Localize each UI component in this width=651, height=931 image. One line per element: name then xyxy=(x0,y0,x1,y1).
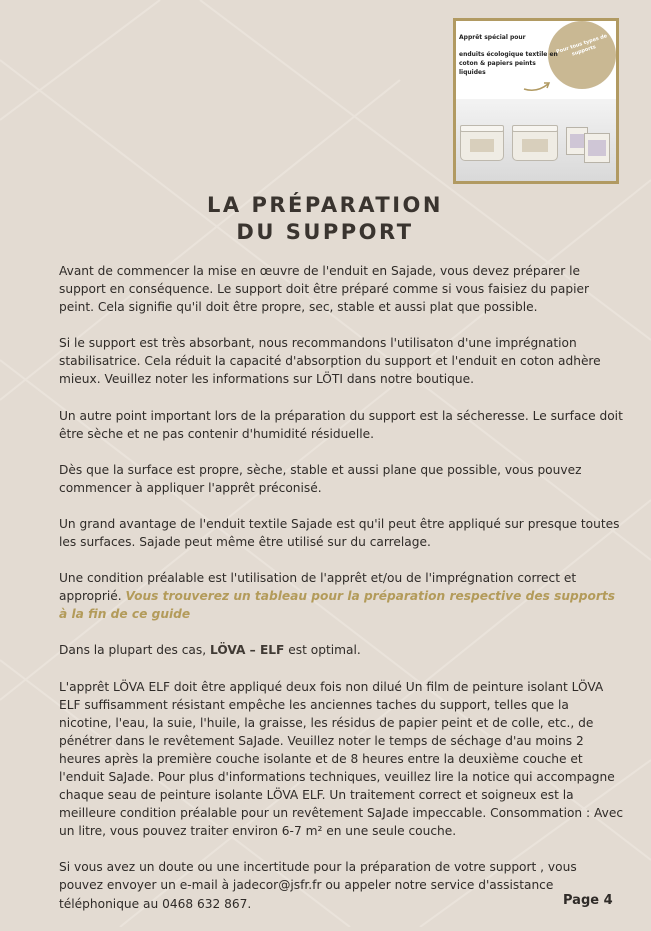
paragraph-contact: Si vous avez un doute ou une incertitude pour la préparation de votre support , vous pouvez envoyer un e-mail à jadecor@jsfr.fr ou appeler notre service d'assistance téléphonique au 0468 632 867. xyxy=(59,860,577,911)
product-image xyxy=(453,18,619,184)
arrow-icon xyxy=(522,79,552,93)
paragraph-apply-primer: Dès que la surface est propre, sèche, stable et aussi plane que possible, vous pouvez commencer à appliquer l'apprêt préconisé. xyxy=(59,462,582,495)
paint-bucket-image xyxy=(512,129,558,161)
promo-line-1: Apprêt spécial pour xyxy=(459,34,526,41)
promo-badge-text: Pour tous types de supports xyxy=(555,33,609,58)
optimal-after: est optimal. xyxy=(288,643,361,658)
title-line-2: DU SUPPORT xyxy=(236,220,414,244)
page-number: Page 4 xyxy=(563,893,613,908)
paragraph-dryness: Un autre point important lors de la préparation du support est la sécheresse. Le surface doit être sèche et ne pas contenir d'humidité résiduelle. xyxy=(59,408,623,441)
promo-text xyxy=(459,33,559,77)
paint-jar-image xyxy=(584,133,610,163)
title-line-1: LA PRÉPARATION xyxy=(207,193,443,217)
promo-line-2: enduits écologique textile en coton & papiers peints liquides xyxy=(459,51,558,76)
paragraph-advantage: Un grand avantage de l'enduit textile Sajade est qu'il peut être appliqué sur presque toutes les surfaces. Sajade peut même être utilisé sur du carrelage. xyxy=(59,516,620,550)
product-name: LÖVA – ELF xyxy=(209,643,285,658)
paragraph-optimal xyxy=(59,641,624,659)
guide-table-reference: Vous trouverez un tableau pour la préparation respective des supports à la fin de ce guide xyxy=(59,589,615,622)
paragraph-absorbent-support: Si le support est très absorbant, nous recommandons l'utilisaton d'une imprégnation stabilisatrice. Cela réduit la capacité d'absorption du support et l'enduit en coton adhère mieux. Veuillez noter les informations sur LÖTI dans notre boutique. xyxy=(59,336,601,387)
condition-text: Une condition préalable est l'utilisation de l'apprêt et/ou de l'imprégnation correct et approprié. xyxy=(59,571,577,604)
page-title xyxy=(120,192,530,246)
paint-bucket-image xyxy=(460,129,504,161)
body-text xyxy=(59,262,624,931)
product-photo-band xyxy=(456,99,616,181)
optimal-before: Dans la plupart des cas, xyxy=(59,643,207,658)
paragraph-lova-elf: L'apprêt LÖVA ELF doit être appliqué deux fois non dilué Un film de peinture isolant LÖVA ELF suffisamment résistant empêche les anciennes taches du support, telles que la nicotine, l'eau, la suie, l'huile, la graisse, les résidus de papier peint et de colle, etc., de pénétrer dans le revêtement SaJade. Veuillez noter le temps de séchage d'au moins 2 heures après la première couche isolante et de 8 heures entre la deuxième couche et l'enduit SaJade. Pour plus d'informations techniques, veuillez lire la notice qui accompagne chaque seau de peinture isolante LÖVA ELF. Un traitement correct et soigneux est la meilleure condition préalable pour un revêtement SaJade impeccable. Consommation : Avec un litre, vous pouvez traiter environ 6-7 m² en une seule couche. xyxy=(59,679,624,839)
paragraph-surface-prep: Avant de commencer la mise en œuvre de l'enduit en Sajade, vous devez préparer le support en conséquence. Le support doit être préparé comme si vous faisiez du papier peint. Cela signifie qu'il doit être propre, sec, stable et aussi plat que possible. xyxy=(59,264,589,315)
paragraph-condition xyxy=(59,569,624,623)
